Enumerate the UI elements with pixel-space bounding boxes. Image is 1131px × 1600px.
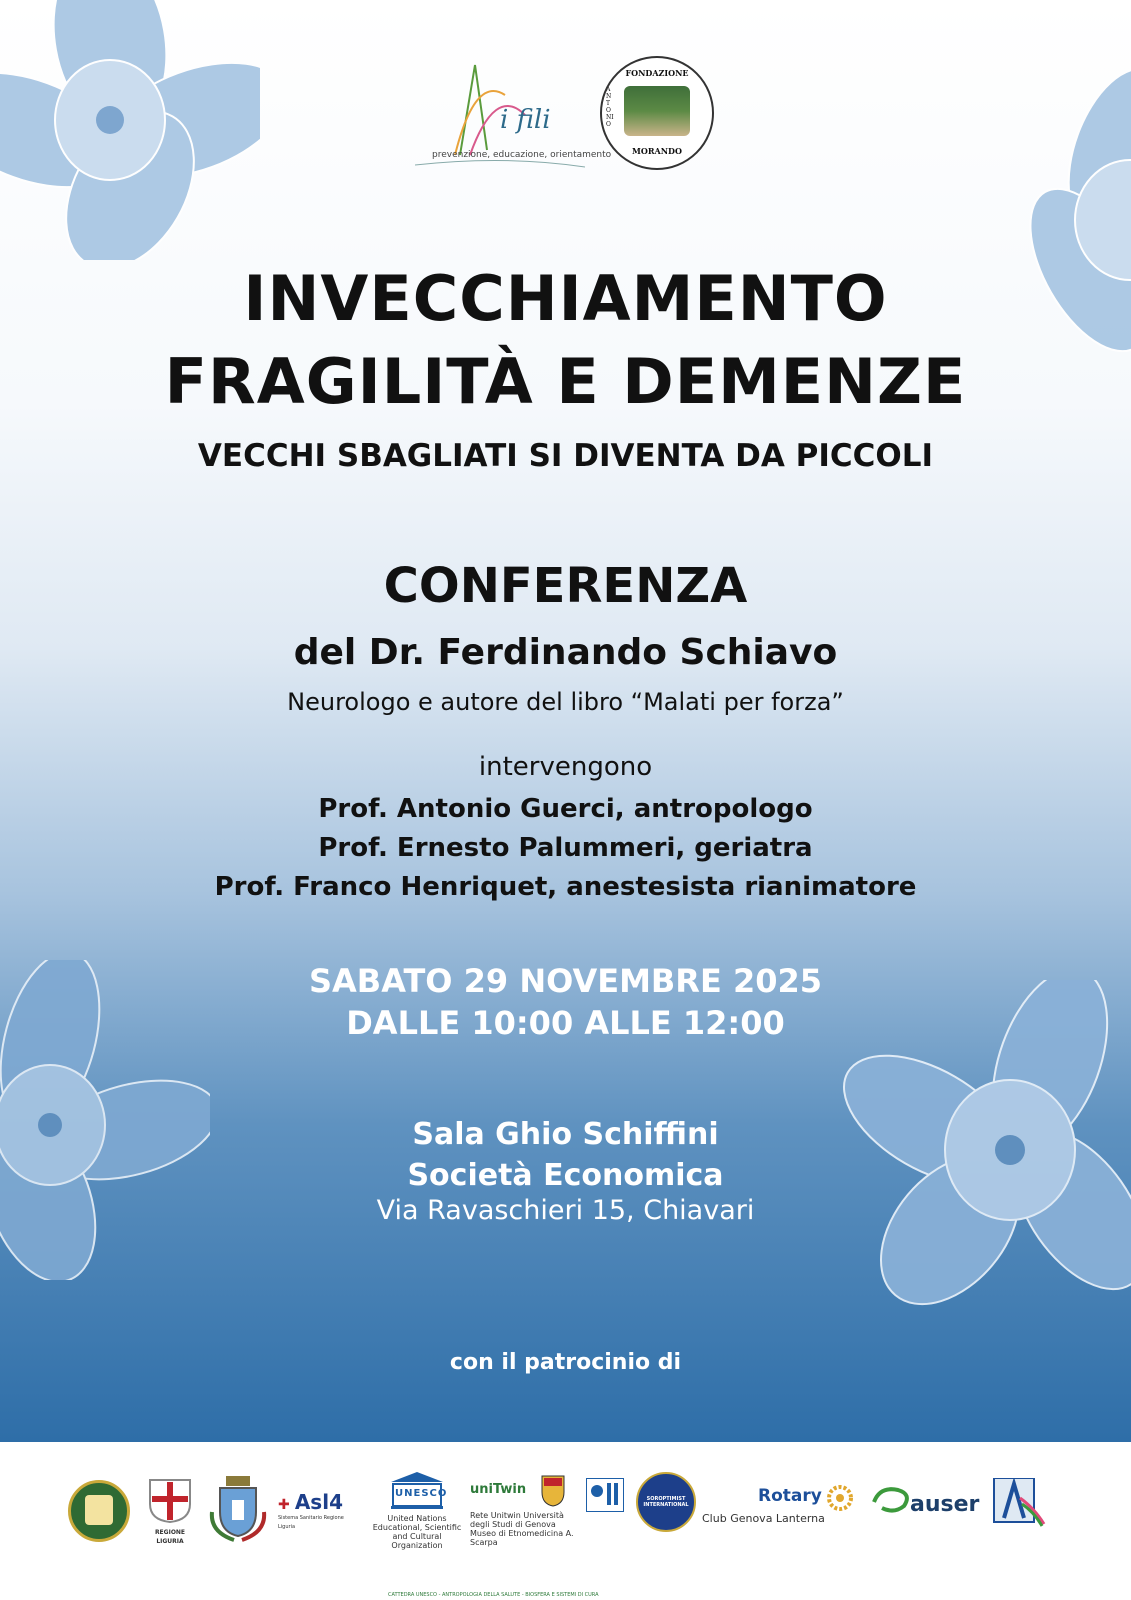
genova-shield-logo bbox=[540, 1474, 566, 1508]
soroptimist-logo bbox=[636, 1472, 696, 1532]
event-time: DALLE 10:00 ALLE 12:00 bbox=[346, 1004, 785, 1042]
venue-room: Sala Ghio Schiffini bbox=[412, 1117, 719, 1152]
fondazione-morando-logo bbox=[600, 56, 714, 170]
speaker-name: del Dr. Ferdinando Schiavo bbox=[293, 632, 838, 673]
guest-item: Prof. Ernesto Palummeri, geriatra bbox=[318, 833, 813, 863]
guest-item: Prof. Antonio Guerci, antropologo bbox=[318, 794, 813, 824]
municipal-crest-logo bbox=[206, 1472, 270, 1542]
liguria-organization-logo bbox=[984, 1478, 1046, 1530]
unesco-text: UNESCO bbox=[395, 1488, 448, 1499]
asl4-logo: ✚ Asl4 Sistema Sanitario Regione Liguria bbox=[278, 1490, 358, 1530]
fondazione-side-text: ANTONIO bbox=[606, 86, 614, 128]
sponsor-footer bbox=[0, 1442, 1131, 1600]
rotary-logo bbox=[702, 1486, 862, 1536]
asl4-text: Asl4 bbox=[294, 1490, 343, 1514]
auser-text: auser bbox=[910, 1492, 980, 1517]
chiavari-seal-logo bbox=[68, 1480, 130, 1542]
auser-swirl-icon bbox=[870, 1482, 914, 1516]
venue-institution: Società Economica bbox=[407, 1158, 724, 1193]
speaker-role: Neurologo e autore del libro “Malati per forza” bbox=[287, 688, 844, 716]
fondazione-bottom-text: MORANDO bbox=[632, 146, 682, 156]
rotary-wheel-icon bbox=[826, 1484, 854, 1512]
ifili-logo-text: i fili bbox=[500, 105, 551, 135]
guest-item: Prof. Franco Henriquet, anestesista rianimatore bbox=[214, 872, 917, 902]
regione-liguria-logo bbox=[142, 1476, 198, 1546]
soroptimist-text: SOROPTIMIST INTERNATIONAL bbox=[643, 1496, 689, 1508]
cattedra-unesco-text: CATTEDRA UNESCO - ANTROPOLOGIA DELLA SALUTE - BIOSFERA E SISTEMI DI CURA bbox=[388, 1592, 599, 1598]
venue-address: Via Ravaschieri 15, Chiavari bbox=[376, 1195, 755, 1226]
rotary-club-text: Club Genova Lanterna bbox=[702, 1512, 825, 1525]
venue-block bbox=[0, 1114, 1131, 1196]
asl4-subtext: Sistema Sanitario Regione Liguria bbox=[278, 1515, 344, 1530]
event-date: SABATO 29 NOVEMBRE 2025 bbox=[308, 962, 822, 1000]
conference-heading: CONFERENZA bbox=[383, 558, 748, 614]
unesco-subtext: United Nations Educational, Scientific and Cultural Organization bbox=[372, 1514, 462, 1550]
museum-icon bbox=[586, 1478, 624, 1512]
title-line-2: FRAGILITÀ E DEMENZE bbox=[164, 345, 967, 418]
event-schedule bbox=[0, 960, 1131, 1044]
guests-list bbox=[0, 790, 1131, 907]
auser-logo bbox=[870, 1482, 980, 1522]
guests-intro: intervengono bbox=[478, 752, 653, 782]
fondazione-top-text: FONDAZIONE bbox=[625, 68, 689, 78]
unitwin-subtext: Rete Unitwin Università degli Studi di Genova Museo di Etnomedicina A. Scarpa bbox=[470, 1511, 574, 1547]
unitwin-text: uniTwin bbox=[470, 1482, 527, 1497]
title-line-1: INVECCHIAMENTO bbox=[243, 262, 888, 335]
patronage-label: con il patrocinio di bbox=[449, 1350, 682, 1375]
unesco-logo bbox=[362, 1470, 472, 1580]
header-logos bbox=[0, 50, 1131, 180]
subtitle: VECCHI SBAGLIATI SI DIVENTA DA PICCOLI bbox=[197, 438, 934, 474]
regione-liguria-text: REGIONE LIGURIA bbox=[154, 1529, 186, 1545]
rotary-text: Rotary bbox=[758, 1486, 822, 1506]
ifili-tagline: prevenzione, educazione, orientamento bbox=[432, 150, 612, 160]
